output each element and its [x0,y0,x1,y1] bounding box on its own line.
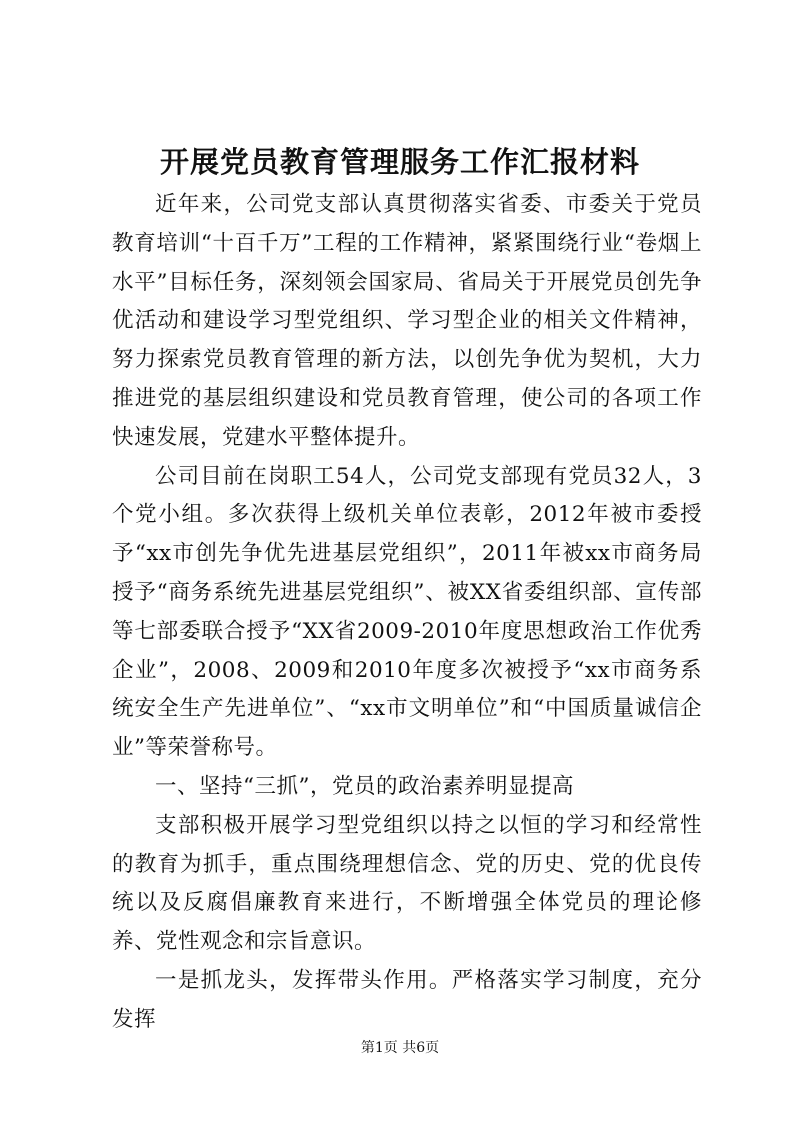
document-title: 开展党员教育管理服务工作汇报材料 [159,145,640,179]
paragraph-intro: 近年来，公司党支部认真贯彻落实省委、市委关于党员教育培训“十百千万”工程的工作精神，紧紧围绕行业“卷烟上水平”目标任务，深刻领会国家局、省局关于开展党员创先争优活动和建设学习型党组织、学习型企业的相关文件精神，努力探索党员教育管理的新方法，以创先争优为契机，大力推进党的基层组织建设和党员教育管理，使公司的各项工作快速发展，党建水平整体提升。 [112,192,702,450]
page-number-footer: 第1页 共6页 [360,1040,440,1056]
paragraph-section-1-intro: 支部积极开展学习型党组织以持之以恒的学习和经常性的教育为抓手，重点围绕理想信念、党的历史、党的优良传统以及反腐倡廉教育来进行，不断增强全体党员的理论修养、党性观念和宗旨意识。 [112,812,702,955]
paragraph-section-1-point-1: 一是抓龙头，发挥带头作用。严格落实学习制度，充分发挥 [112,967,702,1032]
paragraph-company-overview: 公司目前在岗职工54人，公司党支部现有党员32人，3个党小组。多次获得上级机关单位表彰，2012年被市委授予“xx市创先争优先进基层党组织”，2011年被xx市商务局授予“商务系统先进基层党组织”、被XX省委组织部、宣传部等七部委联合授予“XX省2009-2010年度思想政治工作优秀企业”，2008、2009和2010年度多次被授予“xx市商务系统安全生产先进单位”、“xx市文明单位”和“中国质量诚信企业”等荣誉称号。 [112,463,702,761]
document-body [112,186,702,1040]
section-heading-1: 一、坚持“三抓”，党员的政治素养明显提高 [155,773,574,799]
